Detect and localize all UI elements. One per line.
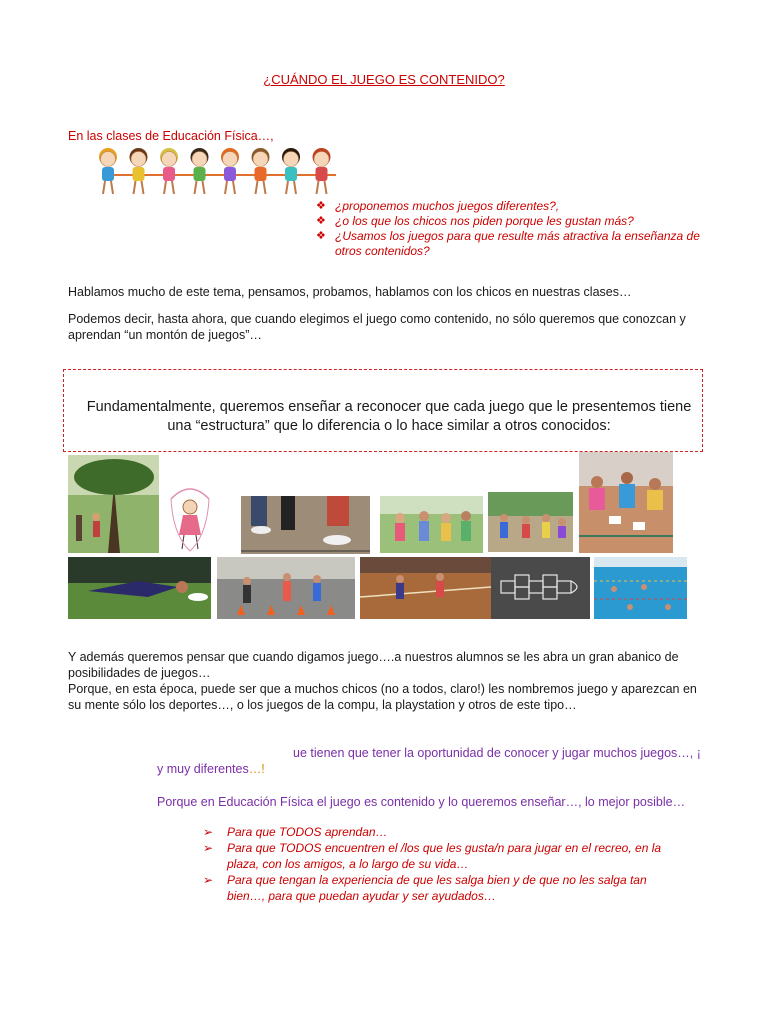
list-item: ➢ Para que TODOS encuentren el /los que les gusta/n para jugar en el recreo, en la plaza, con los amigos, a lo largo de su vida… (203, 841, 662, 871)
purple-line-2: y muy diferentes…! (157, 762, 265, 776)
photo-hopscotch (491, 557, 590, 619)
list-item: ➢ Para que TODOS aprendan… (203, 825, 388, 839)
paragraph: Porque, en esta época, puede ser que a muchos chicos (no a todos, claro!) les nombremos juego y aparezcan en su mente sólo los deportes…, o los juegos de la compu, la playstation y otros de este tipo… (68, 682, 697, 712)
list-item: ➢ Para que tengan la experiencia de que les salga bien y de que no les salga tan bien…, para que puedan ayudar y ser ayudados… (203, 873, 647, 903)
purple-line-3: Porque en Educación Física el juego es contenido y lo queremos enseñar…, lo mejor posible… (157, 795, 686, 809)
photo-gym-floor (360, 557, 491, 619)
diamond-bullet-icon: ❖ (316, 230, 326, 242)
paragraph: Podemos decir, hasta ahora, que cuando elegimos el juego como contenido, no sólo queremos que conozcan y aprendan “un montón de juegos”… (68, 312, 686, 342)
list-item: ❖ ¿Usamos los juegos para que resulte más atractiva la enseñanza de otros contenidos? (316, 229, 700, 258)
photo-kids-group (380, 496, 483, 553)
photo-cones-court (217, 557, 355, 619)
diamond-bullet-icon: ❖ (316, 200, 326, 212)
paragraph: Hablamos mucho de este tema, pensamos, probamos, hablamos con los chicos en nuestras clases… (68, 285, 632, 299)
arrow-bullet-icon: ➢ (203, 873, 214, 887)
photo-classroom-game (579, 452, 673, 553)
page-title: ¿CUÁNDO EL JUEGO ES CONTENIDO? (263, 72, 505, 87)
photo-jumprope-drawing (165, 485, 215, 553)
list-item: ❖ ¿proponemos muchos juegos diferentes?, (316, 199, 560, 213)
kids-illustration (92, 145, 350, 197)
paragraph: Y además queremos pensar que cuando digamos juego….a nuestros alumnos se les abra un gran abanico de posibilidades de juegos… (68, 650, 679, 680)
question-list (316, 199, 706, 259)
diamond-bullet-icon: ❖ (316, 215, 326, 227)
photo-feet-game (241, 496, 370, 554)
highlight-text: Fundamentalmente, queremos enseñar a reconocer que cada juego que le presentemos tiene una “estructura” que lo diferencia o lo hace similar a otros conocidos: (86, 399, 692, 434)
purple-line: ue tienen que tener la oportunidad de conocer y jugar muchos juegos…, ¡ (293, 746, 701, 760)
arrow-bullet-icon: ➢ (203, 841, 214, 855)
intro-text: En las clases de Educación Física…, (68, 129, 274, 143)
list-item: ❖ ¿o los que los chicos nos piden porque les gustan más? (316, 214, 634, 228)
photo-frisbee-dive (68, 557, 211, 619)
photo-playground (488, 492, 573, 552)
aims-list (203, 824, 683, 904)
arrow-bullet-icon: ➢ (203, 825, 214, 839)
photo-swimming-pool (594, 557, 687, 619)
photo-tree-rope (68, 455, 159, 553)
highlight-box (63, 369, 703, 452)
